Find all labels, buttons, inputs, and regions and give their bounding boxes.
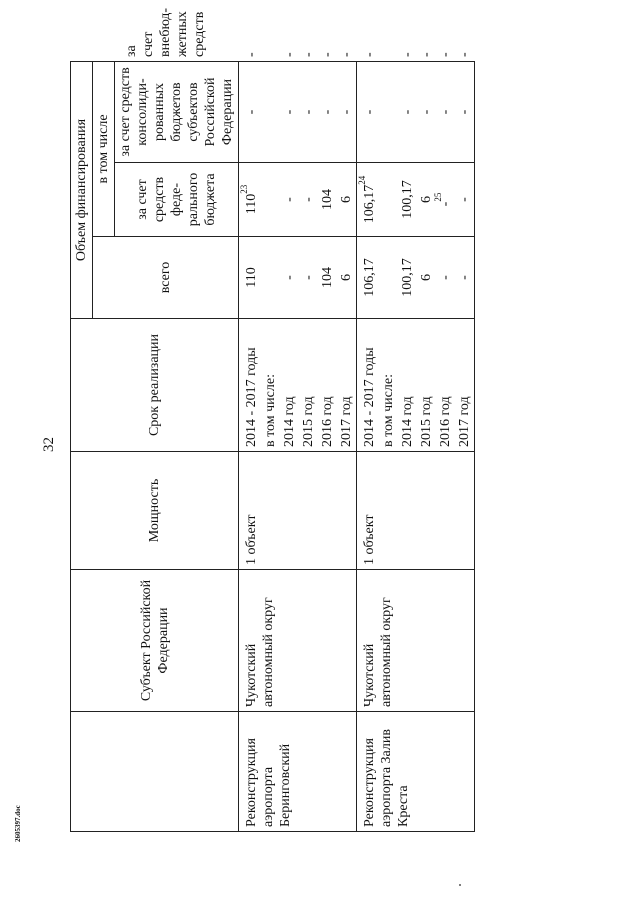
header-federal: за счет средств феде-рального бюджета <box>115 163 239 237</box>
cell-period: 2014 - 2017 годы <box>357 319 380 452</box>
cell-federal <box>239 163 262 237</box>
cell-federal-value: 110 <box>244 193 259 215</box>
cell-federal <box>379 163 398 237</box>
cell-total: - <box>436 237 455 319</box>
header-period: Срок реализации <box>71 319 239 452</box>
cell-period: в том числе: <box>261 319 280 452</box>
cell-total: - <box>299 237 318 319</box>
cell-consolidated: - <box>337 61 357 162</box>
cell-federal <box>337 163 357 237</box>
cell-total: 104 <box>318 237 337 319</box>
table-row: 2014 год - - - - <box>280 61 299 831</box>
table-row: 2015 год - - - - <box>299 61 318 831</box>
cell-federal <box>357 163 380 237</box>
table-row: 2014 год 100,17 100,17 - - <box>398 61 417 831</box>
cell-capacity: 1 объект <box>357 452 475 570</box>
page-number: 32 <box>41 437 57 452</box>
cell-period: 2014 - 2017 годы <box>239 319 262 452</box>
header-including: в том числе <box>93 61 115 236</box>
footnote-ref: 23 <box>239 184 250 194</box>
cell-consolidated: - <box>455 61 475 162</box>
cell-federal <box>261 163 280 237</box>
cell-object: Реконструкция аэропорта Беринговский <box>239 712 357 832</box>
cell-period: 2017 год <box>455 319 475 452</box>
header-financing: Объем финансирования <box>71 61 93 318</box>
cell-period: в том числе: <box>379 319 398 452</box>
cell-total: - <box>280 237 299 319</box>
financing-table <box>70 8 475 832</box>
cell-federal <box>318 163 337 237</box>
header-consolidated: за счет средств консолиди-рованных бюджетов субъектов Российской Федерации <box>115 61 239 162</box>
cell-federal <box>433 163 455 237</box>
cell-federal <box>398 163 417 237</box>
cell-period: 2015 год <box>299 319 318 452</box>
cell-consolidated: - <box>436 61 455 162</box>
table-row: 2016 год - -$^{25}$ - - <box>436 61 455 831</box>
footnote-ref: 24 <box>357 175 368 185</box>
cell-federal-value: 6 <box>339 196 354 203</box>
footnote-ref: 25 <box>433 192 444 202</box>
cell-period: 2017 год <box>337 319 357 452</box>
cell-consolidated: - <box>417 61 436 162</box>
cell-federal <box>280 163 299 237</box>
cell-total: 6 <box>417 237 436 319</box>
scan-speck <box>459 884 461 886</box>
cell-consolidated <box>261 61 280 162</box>
cell-period: 2016 год <box>436 319 455 452</box>
cell-federal-value: 106,17 <box>362 184 377 224</box>
cell-subject: Чукотский автономный округ <box>357 570 475 712</box>
cell-federal-value: 104 <box>320 189 335 210</box>
cell-total: - <box>455 237 475 319</box>
cell-consolidated: - <box>357 61 380 162</box>
cell-federal-value: - <box>282 197 297 202</box>
cell-consolidated: - <box>280 61 299 162</box>
cell-total: 106,17 <box>357 237 380 319</box>
cell-period: 2014 год <box>280 319 299 452</box>
cell-total <box>379 237 398 319</box>
cell-federal-value: - <box>457 197 472 202</box>
cell-federal-value: - <box>301 197 316 202</box>
cell-consolidated: - <box>239 61 262 162</box>
table-row: 2016 год 104 104 - - <box>318 61 337 831</box>
cell-object: Реконструкция аэропорта Залив Креста <box>357 712 475 832</box>
table-row: 2017 год 6 6 - - <box>337 61 357 831</box>
table-row: 2017 год - - - - <box>455 61 475 831</box>
cell-federal-value: 100,17 <box>400 180 415 219</box>
table-row: Реконструкция аэропорта Беринговский Чукотский автономный округ 1 объект 2014 - 2017 годы 110 $110^{23}$ - - <box>239 61 262 831</box>
cell-total: 110 <box>239 237 262 319</box>
cell-federal <box>455 163 475 237</box>
cell-consolidated: - <box>398 61 417 162</box>
document-id: 2605397.doc <box>14 805 22 842</box>
cell-consolidated <box>379 61 398 162</box>
table-row: 2015 год 6 6 - - <box>417 61 436 831</box>
cell-consolidated: - <box>318 61 337 162</box>
header-subject: Субъект Российской Федерации <box>71 570 239 712</box>
cell-period: 2014 год <box>398 319 417 452</box>
cell-total <box>261 237 280 319</box>
table-rotated-wrapper <box>70 8 535 832</box>
cell-federal <box>299 163 318 237</box>
cell-capacity: 1 объект <box>239 452 357 570</box>
cell-federal-value: 6 <box>419 196 434 203</box>
cell-subject: Чукотский автономный округ <box>239 570 357 712</box>
table-row: Реконструкция аэропорта Залив Креста Чукотский автономный округ 1 объект 2014 - 2017 годы 106,17 106,17$^{24}$ - - <box>357 61 380 831</box>
cell-period: 2015 год <box>417 319 436 452</box>
cell-total: 100,17 <box>398 237 417 319</box>
header-total: всего <box>93 237 239 319</box>
cell-consolidated: - <box>299 61 318 162</box>
cell-period: 2016 год <box>318 319 337 452</box>
cell-federal-value: - <box>438 201 453 207</box>
header-capacity: Мощность <box>71 452 239 570</box>
cell-total: 6 <box>337 237 357 319</box>
table-header: Субъект Российской Федерации Мощность Срок реализации Объем финансирования всего в том числе за счет внебюд-жетных средств за счет средств феде-рального бюджета за счет средств консолиди-рованных бюджетов субъектов Российской Федерации <box>71 61 239 831</box>
table-body <box>239 52 475 831</box>
header-object <box>71 712 239 832</box>
